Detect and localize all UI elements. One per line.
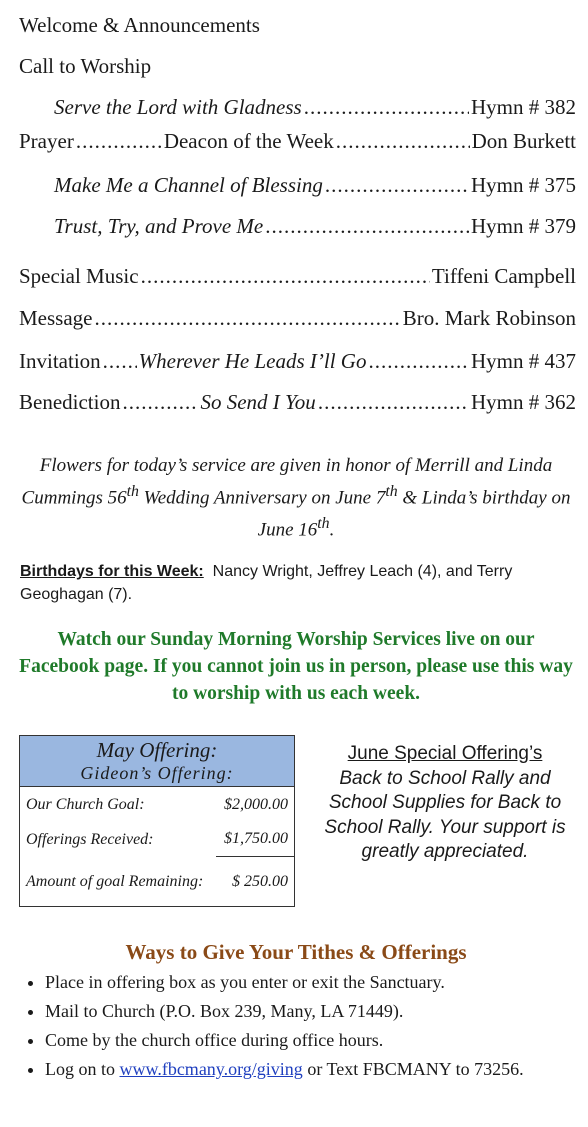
- ordinal-suffix: th: [126, 483, 139, 500]
- goal-amount: $2,000.00: [224, 795, 288, 813]
- giving-link[interactable]: www.fbcmany.org/giving: [119, 1059, 303, 1079]
- hymn-line-1: [54, 94, 576, 120]
- prayer-label: Prayer: [19, 129, 74, 153]
- message-line: [19, 305, 576, 331]
- leader-dots: [336, 128, 470, 154]
- invitation-hymn-title: Wherever He Leads I’ll Go: [138, 349, 367, 373]
- welcome-announcements: Welcome & Announcements: [19, 13, 260, 37]
- ways-to-give-list: [18, 968, 588, 1084]
- invitation-line: [19, 348, 576, 374]
- hymn-line-2: [54, 172, 576, 198]
- leader-dots: [318, 389, 469, 415]
- prayer-name: Don Burkett: [471, 129, 576, 153]
- special-offering: [315, 742, 575, 865]
- flowers-text: Flowers for today’s service are given in honor of Merrill and Linda Cummings 56: [21, 455, 553, 509]
- benediction-hymn-number: Hymn # 362: [471, 390, 576, 414]
- special-music-name: Tiffeni Campbell: [431, 264, 576, 288]
- received-amount: $1,750.00: [224, 830, 288, 848]
- list-item: • Come by the church office during office hours.: [45, 1026, 588, 1055]
- hymn-1-number: Hymn # 382: [471, 95, 576, 119]
- special-offering-heading: June Special Offering’s: [347, 743, 543, 764]
- leader-dots: [265, 213, 469, 239]
- list-item-text: Log on to: [45, 1059, 120, 1079]
- list-item: • Place in offering box as you enter or exit the Sanctuary.: [45, 968, 588, 997]
- benediction-label: Benediction: [19, 390, 121, 414]
- leader-dots: [76, 128, 162, 154]
- leader-dots: [325, 172, 469, 198]
- hymn-3-title: Trust, Try, and Prove Me: [54, 214, 264, 238]
- special-offering-text: Back to School Rally and School Supplies for Back to School Rally. Your support is greatly appreciated.: [324, 767, 566, 862]
- benediction-line: [19, 389, 576, 415]
- leader-dots: [368, 348, 469, 374]
- offering-subtitle: Gideon’s Offering:: [80, 763, 234, 783]
- flowers-text: Wedding Anniversary on June 7: [138, 487, 386, 509]
- ordinal-suffix: th: [317, 515, 330, 533]
- message-name: Bro. Mark Robinson: [402, 306, 576, 330]
- flowers-note: [18, 453, 574, 544]
- invitation-hymn-number: Hymn # 437: [471, 349, 576, 373]
- hymn-line-3: [54, 213, 576, 239]
- remaining-label: Amount of goal Remaining:: [26, 872, 204, 890]
- hymn-2-title: Make Me a Channel of Blessing: [54, 173, 323, 197]
- offering-title: May Offering:: [96, 738, 218, 762]
- leader-dots: [122, 389, 198, 415]
- ways-to-give-title: Ways to Give Your Tithes & Offerings: [125, 940, 467, 964]
- benediction-hymn-title: So Send I You: [200, 390, 316, 414]
- list-item: • Mail to Church (P.O. Box 239, Many, LA 71449).: [45, 997, 588, 1026]
- hymn-2-number: Hymn # 375: [471, 173, 576, 197]
- leader-dots: [304, 94, 469, 120]
- hymn-1-title: Serve the Lord with Gladness: [54, 95, 302, 119]
- facebook-notice: Watch our Sunday Morning Worship Services live on our Facebook page. If you cannot join us in person, please use this way to worship with us each week.: [19, 629, 573, 704]
- special-music-label: Special Music: [19, 264, 139, 288]
- offering-header: [20, 736, 295, 787]
- birthdays-label: Birthdays for this Week:: [20, 563, 204, 580]
- invitation-label: Invitation: [19, 349, 101, 373]
- prayer-middle: Deacon of the Week: [163, 129, 334, 153]
- hymn-3-number: Hymn # 379: [471, 214, 576, 238]
- remaining-amount: $ 250.00: [216, 857, 295, 907]
- flowers-text: .: [329, 519, 335, 541]
- ordinal-suffix: th: [385, 483, 398, 500]
- leader-dots: [103, 348, 137, 374]
- leader-dots: [94, 305, 400, 331]
- list-item-text: or Text FBCMANY to 73256.: [302, 1059, 524, 1079]
- call-to-worship: Call to Worship: [19, 54, 152, 78]
- offering-table: [19, 735, 295, 907]
- prayer-line: [19, 128, 576, 154]
- birthdays: [20, 560, 576, 606]
- leader-dots: [141, 263, 430, 289]
- received-label: Offerings Received:: [26, 830, 154, 848]
- special-music-line: [19, 263, 576, 289]
- flowers-text: & Linda’s birthday on June 16: [257, 487, 571, 541]
- goal-label: Our Church Goal:: [26, 795, 145, 813]
- list-item: [45, 1055, 588, 1084]
- message-label: Message: [19, 306, 93, 330]
- birthdays-names: Nancy Wright, Jeffrey Leach (4), and Terry Geoghagan (7).: [20, 563, 513, 603]
